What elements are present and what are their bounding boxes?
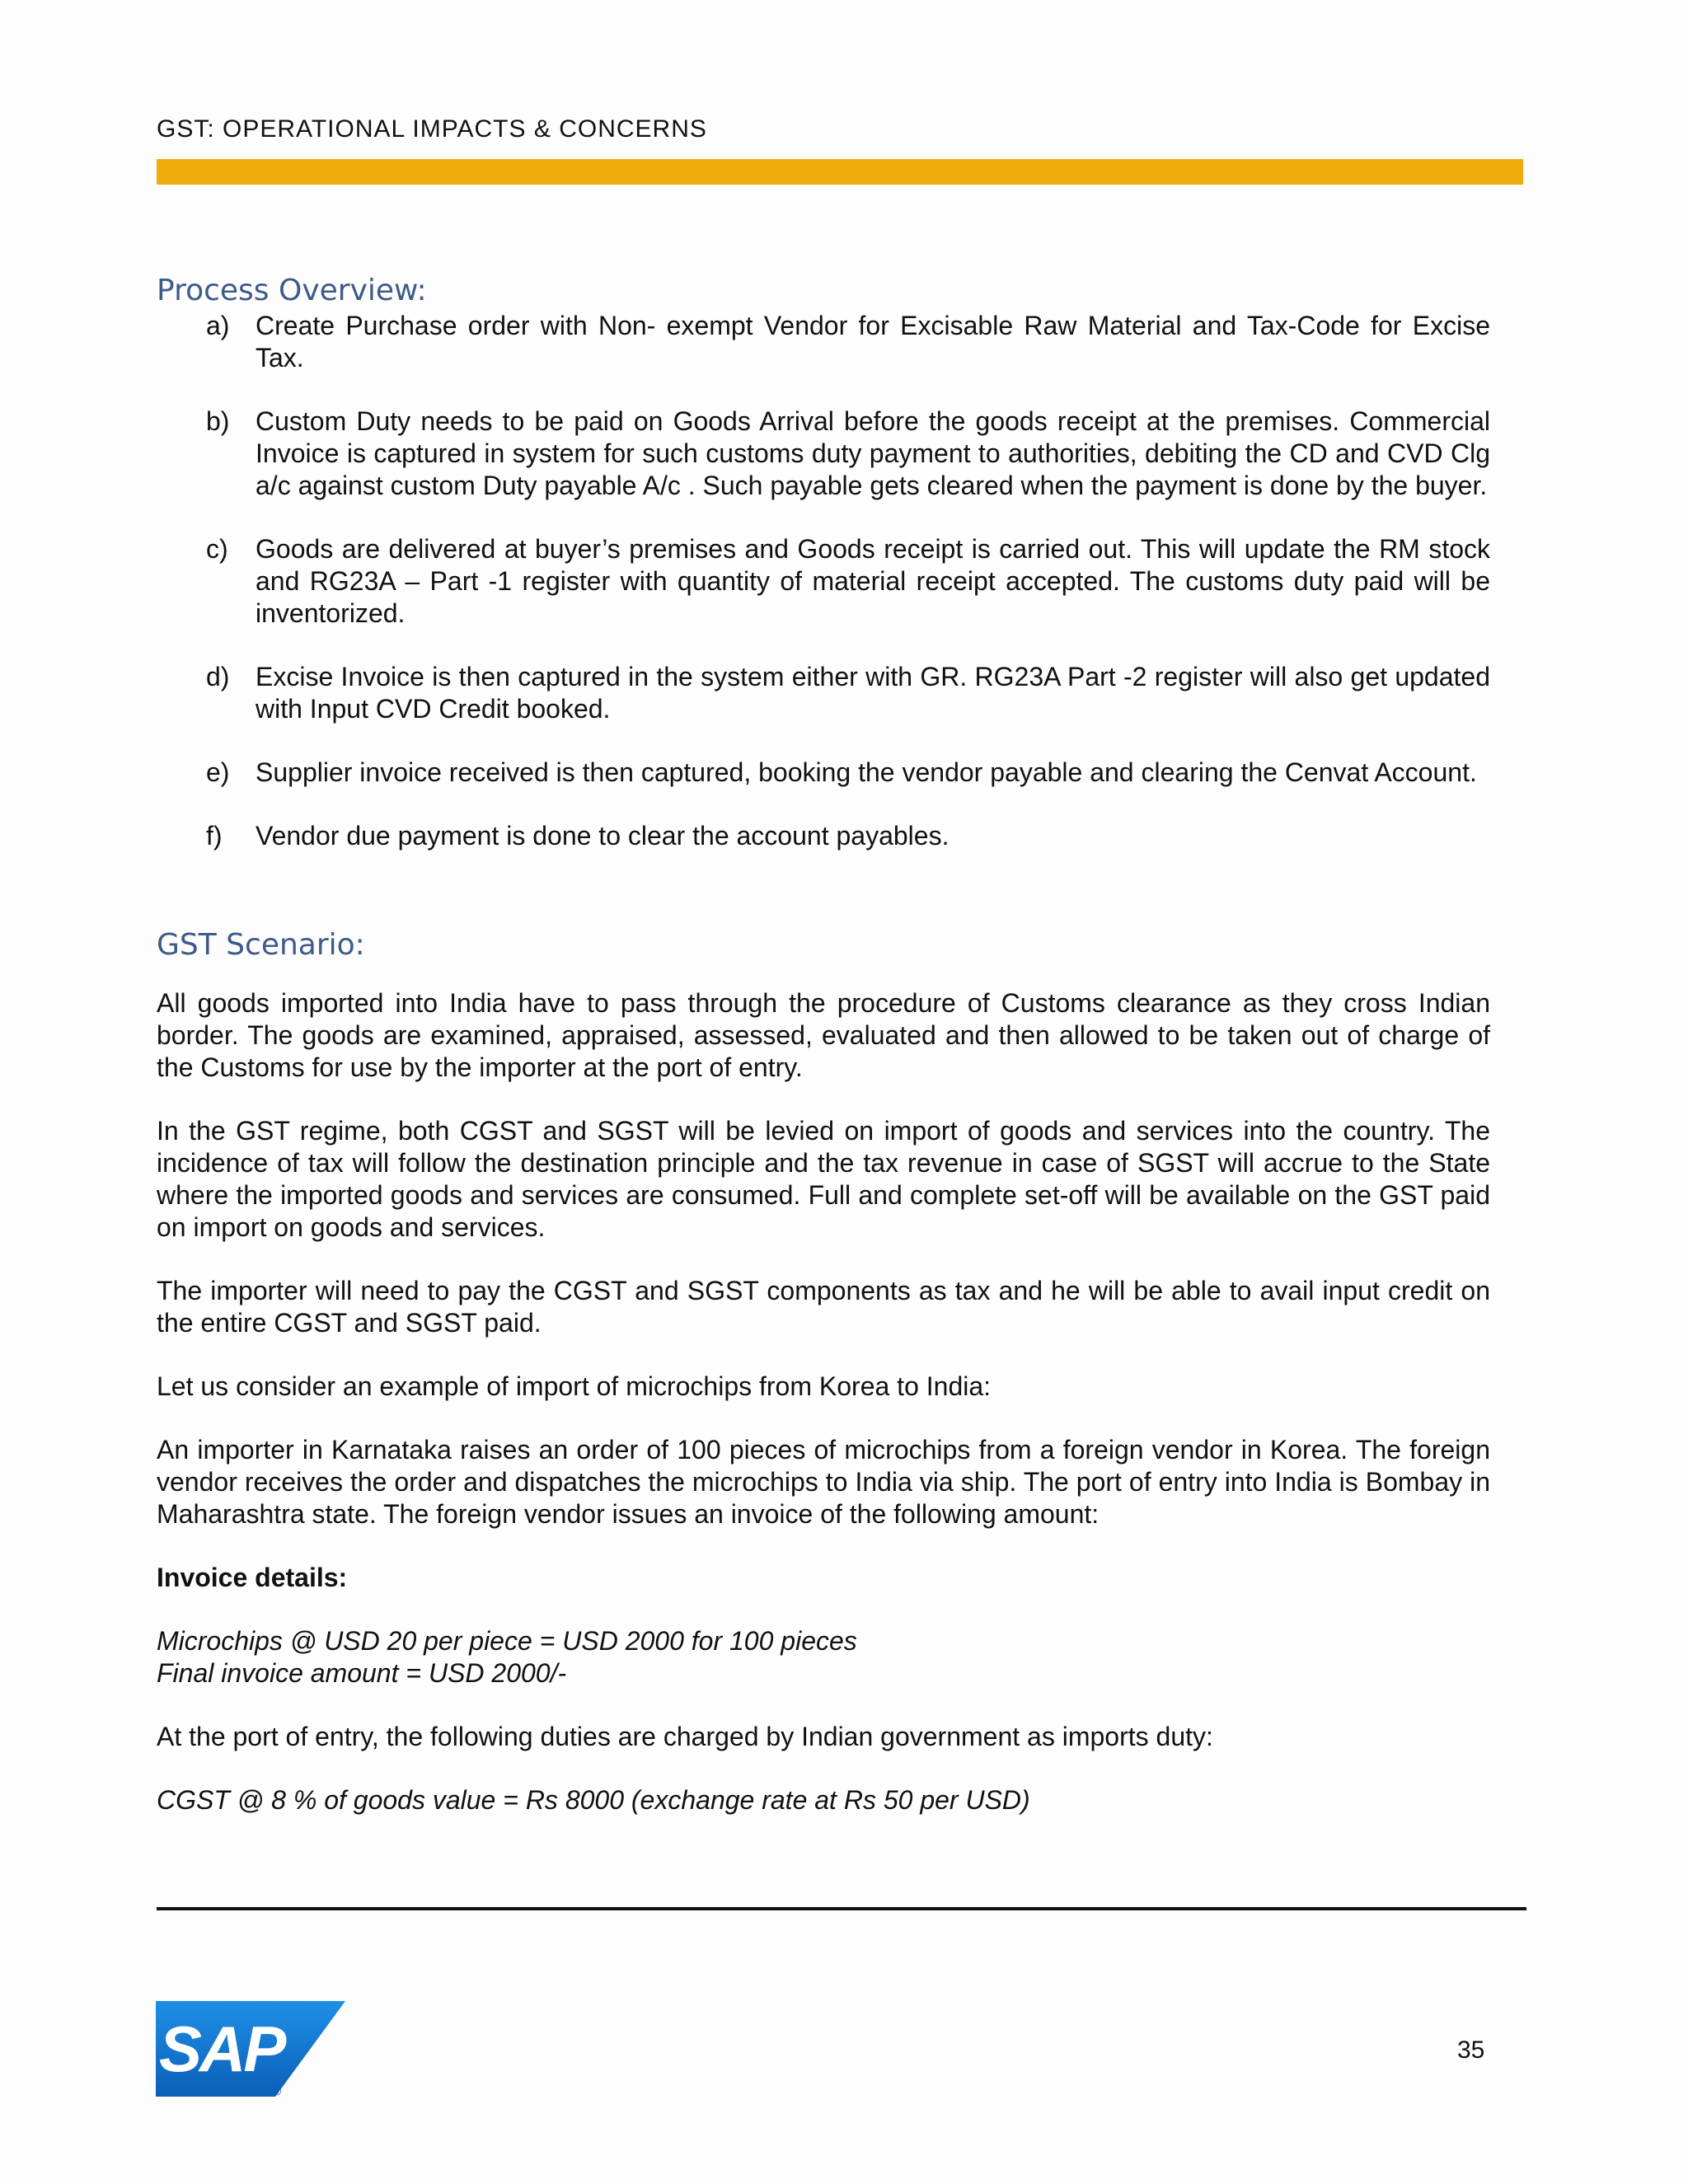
paragraph: An importer in Karnataka raises an order of 100 pieces of microchips from a foreign vendor in Korea. The foreign vendor receives the order and dispatches the microchips to India via ship. The port of entry into India is Bombay in Maharashtra state. The foreign vendor issues an invoice of the following amount:: [157, 1435, 1490, 1529]
list-item: [206, 533, 1490, 630]
list-marker: d): [206, 662, 230, 691]
gst-scenario-heading: GST Scenario:: [157, 928, 365, 962]
list-item: [206, 820, 1490, 852]
invoice-line: Final invoice amount = USD 2000/-: [157, 1658, 567, 1688]
process-overview-heading: Process Overview:: [157, 274, 427, 307]
list-item: [206, 310, 1490, 374]
page-header-title: GST: OPERATIONAL IMPACTS & CONCERNS: [157, 115, 707, 143]
logo-text: SAP: [159, 2013, 284, 2085]
list-item-text: Custom Duty needs to be paid on Goods Arrival before the goods receipt at the premises. Commercial Invoice is captured in system for such customs duty payment to authorities, debiting the CD and CVD Clg a/c against custom Duty payable A/c . Such payable gets cleared when the payment is done by the buyer.: [256, 406, 1490, 500]
duty-line: CGST @ 8 % of goods value = Rs 8000 (exchange rate at Rs 50 per USD): [157, 1785, 1030, 1815]
page-content: [157, 272, 1490, 1848]
invoice-lines: [157, 1625, 1490, 1690]
paragraph: The importer will need to pay the CGST and SGST components as tax and he will be able to avail input credit on the entire CGST and SGST paid.: [157, 1276, 1490, 1338]
sap-logo: [156, 2001, 345, 2097]
footer-divider: [157, 1907, 1526, 1910]
list-item: [206, 661, 1490, 725]
paragraph: At the port of entry, the following duties are charged by Indian government as imports duty:: [157, 1722, 1213, 1751]
page-number: 35: [1457, 2036, 1485, 2064]
paragraph: All goods imported into India have to pass through the procedure of Customs clearance as they cross Indian border. The goods are examined, appraised, assessed, evaluated and then allowed to be taken out of charge of the Customs for use by the importer at the port of entry.: [157, 988, 1490, 1082]
header-accent-bar: [157, 159, 1523, 185]
list-item-text: Goods are delivered at buyer’s premises and Goods receipt is carried out. This will update the RM stock and RG23A – Part -1 register with quantity of material receipt accepted. The customs duty paid will be inventorized.: [256, 534, 1490, 628]
list-item: [206, 405, 1490, 502]
list-marker: b): [206, 406, 230, 436]
svg-text:®: ®: [273, 2084, 282, 2097]
list-item-text: Vendor due payment is done to clear the account payables.: [256, 821, 950, 851]
process-steps-list: [157, 310, 1490, 852]
list-item-text: Excise Invoice is then captured in the system either with GR. RG23A Part -2 register will also get updated with Input CVD Credit booked.: [256, 662, 1490, 724]
list-marker: a): [206, 311, 230, 340]
list-item-text: Create Purchase order with Non- exempt Vendor for Excisable Raw Material and Tax-Code for Excise Tax.: [256, 311, 1490, 373]
list-marker: f): [206, 821, 223, 851]
invoice-details-heading: Invoice details:: [157, 1563, 348, 1592]
list-item: [206, 757, 1490, 789]
invoice-line: Microchips @ USD 20 per piece = USD 2000 for 100 pieces: [157, 1626, 857, 1656]
list-marker: e): [206, 757, 230, 787]
list-marker: c): [206, 534, 228, 564]
paragraph: In the GST regime, both CGST and SGST will be levied on import of goods and services into the country. The incidence of tax will follow the destination principle and the tax revenue in case of SGST will accrue to the State where the imported goods and services are consumed. Full and complete set-off will be available on the GST paid on import on goods and services.: [157, 1116, 1490, 1242]
list-item-text: Supplier invoice received is then captured, booking the vendor payable and clearing the Cenvat Account.: [256, 757, 1477, 787]
paragraph: Let us consider an example of import of microchips from Korea to India:: [157, 1371, 992, 1401]
